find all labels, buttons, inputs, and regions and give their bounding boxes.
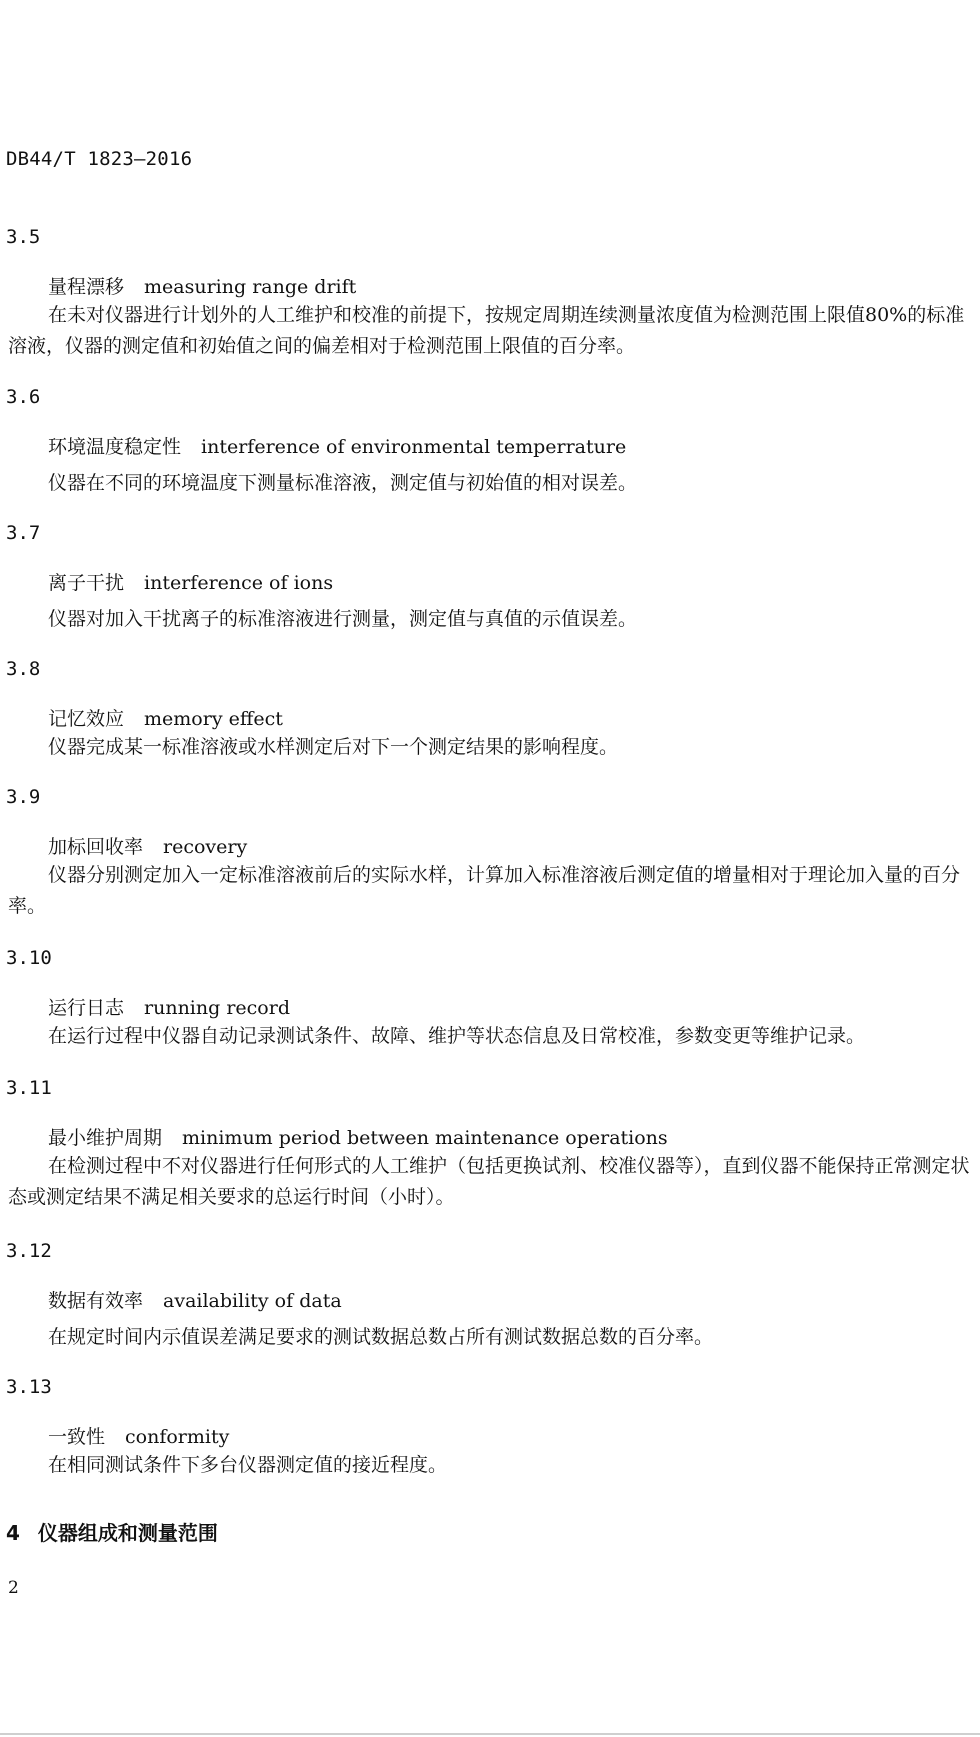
term-heading — [48, 1286, 342, 1313]
term-heading — [48, 272, 356, 299]
term-chinese: 最小维护周期 — [48, 1127, 163, 1149]
term-definition: 仪器对加入干扰离子的标准溶液进行测量，测定值与真值的示值误差。 — [48, 608, 638, 630]
section-number: 4 — [6, 1521, 20, 1545]
entry-number: 3.6 — [6, 386, 41, 408]
term-english: interference of environmental temperrature — [201, 436, 627, 458]
page-bottom-divider — [0, 1733, 980, 1735]
term-chinese: 量程漂移 — [48, 276, 125, 298]
entry-number: 3.13 — [6, 1376, 52, 1398]
term-english: memory effect — [144, 708, 283, 730]
term-chinese: 加标回收率 — [48, 836, 144, 858]
entry-number: 3.9 — [6, 786, 41, 808]
section-title: 仪器组成和测量范围 — [37, 1521, 218, 1545]
term-heading — [48, 568, 333, 595]
entry-number: 3.12 — [6, 1240, 52, 1262]
term-chinese: 记忆效应 — [48, 708, 125, 730]
term-heading — [48, 832, 247, 859]
entry-number: 3.11 — [6, 1077, 52, 1099]
entry-number: 3.7 — [6, 522, 41, 544]
term-definition: 在运行过程中仪器自动记录测试条件、故障、维护等状态信息及日常校准，参数变更等维护记录。 — [48, 1025, 866, 1047]
term-definition: 在相同测试条件下多台仪器测定值的接近程度。 — [48, 1454, 448, 1476]
term-definition: 仪器在不同的环境温度下测量标准溶液，测定值与初始值的相对误差。 — [48, 472, 638, 494]
standard-code-header: DB44/T 1823—2016 — [6, 148, 193, 170]
term-heading — [48, 1123, 668, 1150]
term-english: availability of data — [163, 1290, 342, 1312]
term-definition: 在检测过程中不对仪器进行任何形式的人工维护（包括更换试剂、校准仪器等），直到仪器不能保持正常测定状态或测定结果不满足相关要求的总运行时间（小时）。 — [8, 1155, 970, 1208]
term-definition: 在未对仪器进行计划外的人工维护和校准的前提下，按规定周期连续测量浓度值为检测范围上限值80%的标准溶液，仪器的测定值和初始值之间的偏差相对于检测范围上限值的百分率。 — [8, 304, 965, 357]
term-heading — [48, 1422, 229, 1449]
term-english: minimum period between maintenance operations — [182, 1127, 668, 1149]
entry-number: 3.5 — [6, 226, 41, 248]
term-chinese: 运行日志 — [48, 997, 125, 1019]
entry-number: 3.8 — [6, 658, 41, 680]
term-heading — [48, 993, 290, 1020]
section-heading — [6, 1517, 218, 1546]
term-chinese: 离子干扰 — [48, 572, 125, 594]
term-english: running record — [144, 997, 290, 1019]
term-definition: 仪器完成某一标准溶液或水样测定后对下一个测定结果的影响程度。 — [48, 736, 619, 758]
term-heading — [48, 432, 626, 459]
term-english: conformity — [125, 1426, 230, 1448]
term-chinese: 一致性 — [48, 1426, 106, 1448]
term-english: measuring range drift — [144, 276, 357, 298]
term-chinese: 数据有效率 — [48, 1290, 144, 1312]
term-definition: 在规定时间内示值误差满足要求的测试数据总数占所有测试数据总数的百分率。 — [48, 1326, 714, 1348]
term-definition: 仪器分别测定加入一定标准溶液前后的实际水样，计算加入标准溶液后测定值的增量相对于理论加入量的百分率。 — [8, 864, 961, 917]
term-chinese: 环境温度稳定性 — [48, 436, 182, 458]
term-english: interference of ions — [144, 572, 334, 594]
page-number: 2 — [8, 1578, 19, 1598]
entry-number: 3.10 — [6, 947, 52, 969]
term-heading — [48, 704, 283, 731]
term-english: recovery — [163, 836, 248, 858]
